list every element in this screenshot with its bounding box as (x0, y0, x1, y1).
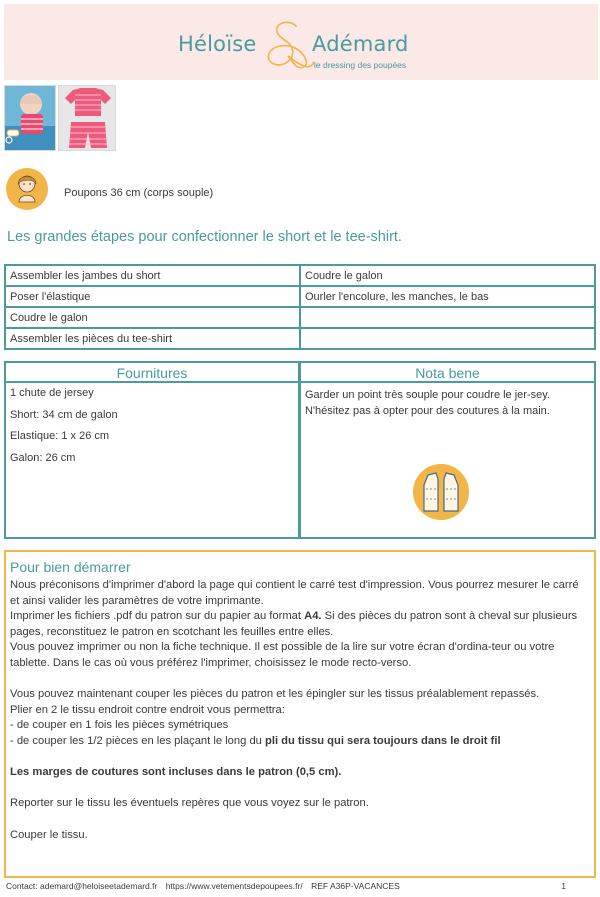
table-cell: Assembler les jambes du short (5, 265, 300, 286)
nota-bene-box (299, 361, 596, 539)
table-cell: Ourler l'encolure, les manches, le bas (300, 286, 595, 307)
footer-contact: Contact: ademard@heloiseetademard.fr (6, 881, 158, 891)
page-number: 1 (561, 881, 566, 891)
footer-reference: REF A36P-VACANCES (311, 881, 400, 891)
footer (6, 881, 596, 891)
paragraph-bold: pli du tissu qui sera toujours dans le droit fil (265, 734, 501, 747)
paragraph (10, 734, 590, 750)
brand-name-left: Héloïse (178, 32, 257, 56)
paragraph-text: Imprimer les fichiers .pdf du patron sur du papier au format (10, 610, 305, 623)
doll-size-label: Poupons 36 cm (corps souple) (64, 187, 214, 199)
table-cell (300, 307, 595, 328)
table-cell: Coudre le galon (5, 307, 300, 328)
paragraph: Reporter sur le tissu les éventuels repères que vous voyez sur le patron. (10, 797, 369, 810)
table-row (5, 307, 595, 328)
supply-item: 1 chute de jersey (10, 387, 94, 399)
striped-outfit-photo (58, 85, 116, 151)
nota-bene-text: Garder un point très souple pour coudre le jer-sey. N'hésitez pas à opter pour des coutures à la main. (305, 389, 550, 417)
paragraph (10, 765, 590, 781)
paragraph (10, 609, 590, 640)
doll-icon (6, 168, 48, 210)
getting-started-title: Pour bien démarrer (10, 559, 131, 575)
paragraph-text: - de couper les 1/2 pièces en les plaçant le long du (10, 734, 265, 747)
steps-table (4, 264, 596, 350)
paragraph: Vous pouvez imprimer ou non la fiche technique. Il est possible de la lire sur votre écran d'ordina-teur ou votre tablette. Dans le cas où vous préférez l'imprimer, choisissez le mode recto-verso. (10, 641, 555, 669)
paragraph-bold: A4. (304, 610, 322, 623)
table-cell: Poser l'élastique (5, 286, 300, 307)
ampersand-icon (258, 20, 314, 74)
brand-name-right: Adémard (312, 32, 409, 56)
paragraph: Couper le tissu. (10, 828, 88, 841)
paragraph: - de couper en 1 fois les pièces symétriques (10, 719, 229, 732)
supply-item: Short: 34 cm de galon (10, 408, 118, 421)
brand-logo (176, 18, 436, 74)
table-cell (300, 328, 595, 349)
table-cell: Assembler les pièces du tee-shirt (5, 328, 300, 349)
steps-title: Les grandes étapes pour confectionner le short et le tee-shirt. (7, 229, 402, 245)
paragraph-text: Si des pièces du patron sont à cheval sur plusieurs pages, reconstituez le patron en scotchant les feuilles entre elles. (10, 610, 578, 638)
pattern-vest-icon (412, 463, 470, 521)
getting-started-box (4, 550, 596, 878)
table-row (5, 265, 595, 286)
footer-website[interactable]: https://www.vetementsdepoupees.fr/ (165, 881, 303, 891)
paragraph: Plier en 2 le tissu endroit contre endroit vous permettra: (10, 703, 285, 716)
table-row (5, 328, 595, 349)
table-row (5, 286, 595, 307)
supply-item: Galon: 26 cm (10, 451, 76, 464)
nota-bene-title: Nota bene (301, 363, 594, 383)
supplies-title: Fournitures (6, 363, 298, 383)
paragraph-bold: Les marges de coutures sont incluses dans le patron (0,5 cm). (10, 766, 342, 779)
header-banner (4, 4, 598, 80)
paragraph: Vous pouvez maintenant couper les pièces du patron et les épingler sur les tissus préalablement repassés. (10, 688, 540, 701)
table-cell: Coudre le galon (300, 265, 595, 286)
supplies-box (4, 361, 300, 539)
paragraph: Nous préconisons d'imprimer d'abord la page qui contient le carré test d'impression. Vous pourrez mesurer le carré et ainsi valider les paramètres de votre imprimante. (10, 579, 579, 607)
supply-item: Elastique: 1 x 26 cm (10, 430, 110, 442)
baby-doll-photo (4, 85, 56, 151)
brand-tagline: le dressing des poupées (314, 60, 407, 70)
